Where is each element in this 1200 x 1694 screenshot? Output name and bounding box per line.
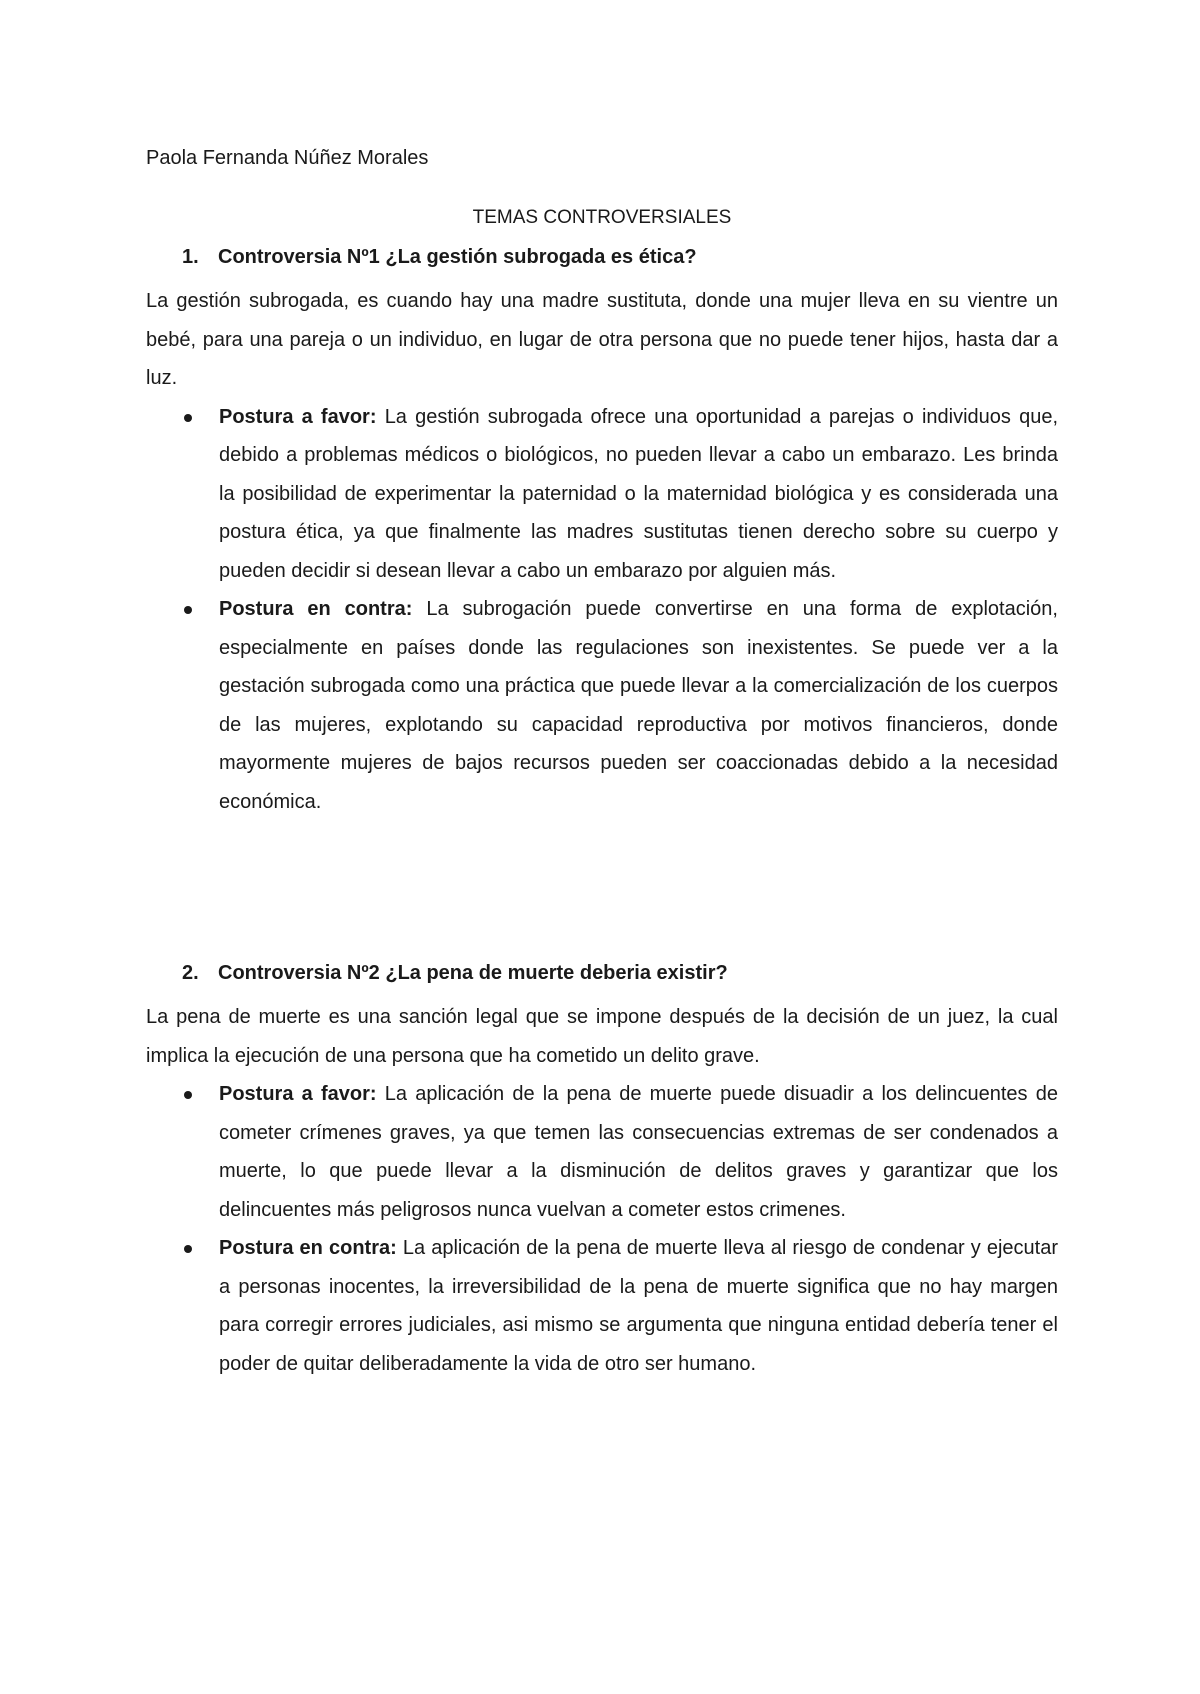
controversy-section-1 xyxy=(146,244,1058,821)
section-intro: La pena de muerte es una sanción legal que se impone después de la decisión de un juez, la cual implica la ejecución de una persona que ha cometido un delito grave. xyxy=(146,1006,1058,1067)
bullet-icon xyxy=(184,1091,192,1099)
section-heading xyxy=(146,244,1058,282)
position-text: La subrogación puede convertirse en una forma de explotación, especialmente en países donde las regulaciones son inexistentes. Se puede ver a la gestación subrogada como una práctica que puede llevar a la comercialización de los cuerpos de las mujeres, explotando su capacidad reproductiva por motivos financieros, donde mayormente mujeres de bajos recursos pueden ser coaccionadas debido a la necesidad económica. xyxy=(219,598,1058,813)
document-title: TEMAS CONTROVERSIALES xyxy=(472,207,732,228)
position-label: Postura en contra: xyxy=(219,598,427,620)
position-against xyxy=(146,1229,1058,1383)
section-number: 2. xyxy=(182,962,199,984)
section-number: 1. xyxy=(182,246,199,268)
position-list xyxy=(146,1075,1058,1383)
position-text: La gestión subrogada ofrece una oportunidad a parejas o individuos que, debido a problemas médicos o biológicos, no pueden llevar a cabo un embarazo. Les brinda la posibilidad de experimentar la paternidad o la maternidad biológica y es considerada una postura ética, ya que finalmente las madres sustitutas tienen derecho sobre su cuerpo y pueden decidir si desean llevar a cabo un embarazo por alguien más. xyxy=(219,405,1059,582)
bullet-icon xyxy=(184,1245,192,1253)
section-intro: La gestión subrogada, es cuando hay una madre sustituta, donde una mujer lleva en su vientre un bebé, para una pareja o un individuo, en lugar de otra persona que no puede tener hijos, hasta dar a luz. xyxy=(146,290,1058,389)
position-label: Postura a favor: xyxy=(219,1083,385,1105)
bullet-icon xyxy=(184,606,192,614)
bullet-icon xyxy=(184,414,192,422)
section-heading-text: Controversia Nº1 ¿La gestión subrogada es ética? xyxy=(218,246,697,268)
position-label: Postura en contra: xyxy=(219,1237,403,1259)
section-heading-text: Controversia Nº2 ¿La pena de muerte deberia existir? xyxy=(218,962,728,984)
position-text: La aplicación de la pena de muerte puede disuadir a los delincuentes de cometer crímenes graves, ya que temen las consecuencias extremas de ser condenados a muerte, lo que puede llevar a la disminución de delitos graves y garantizar que los delincuentes más peligrosos nunca vuelvan a cometer estos crimenes. xyxy=(219,1083,1058,1221)
position-against xyxy=(146,590,1058,821)
section-heading xyxy=(146,960,1058,998)
author-name: Paola Fernanda Núñez Morales xyxy=(146,147,429,169)
controversy-section-2 xyxy=(146,960,1058,1383)
position-in-favor xyxy=(146,398,1058,591)
position-text: La aplicación de la pena de muerte lleva al riesgo de condenar y ejecutar a personas inocentes, la irreversibilidad de la pena de muerte significa que no hay margen para corregir errores judiciales, asi mismo se argumenta que ninguna entidad debería tener el poder de quitar deliberadamente la vida de otro ser humano. xyxy=(219,1237,1058,1375)
position-in-favor xyxy=(146,1075,1058,1229)
position-list xyxy=(146,398,1058,822)
position-label: Postura a favor: xyxy=(219,405,385,428)
